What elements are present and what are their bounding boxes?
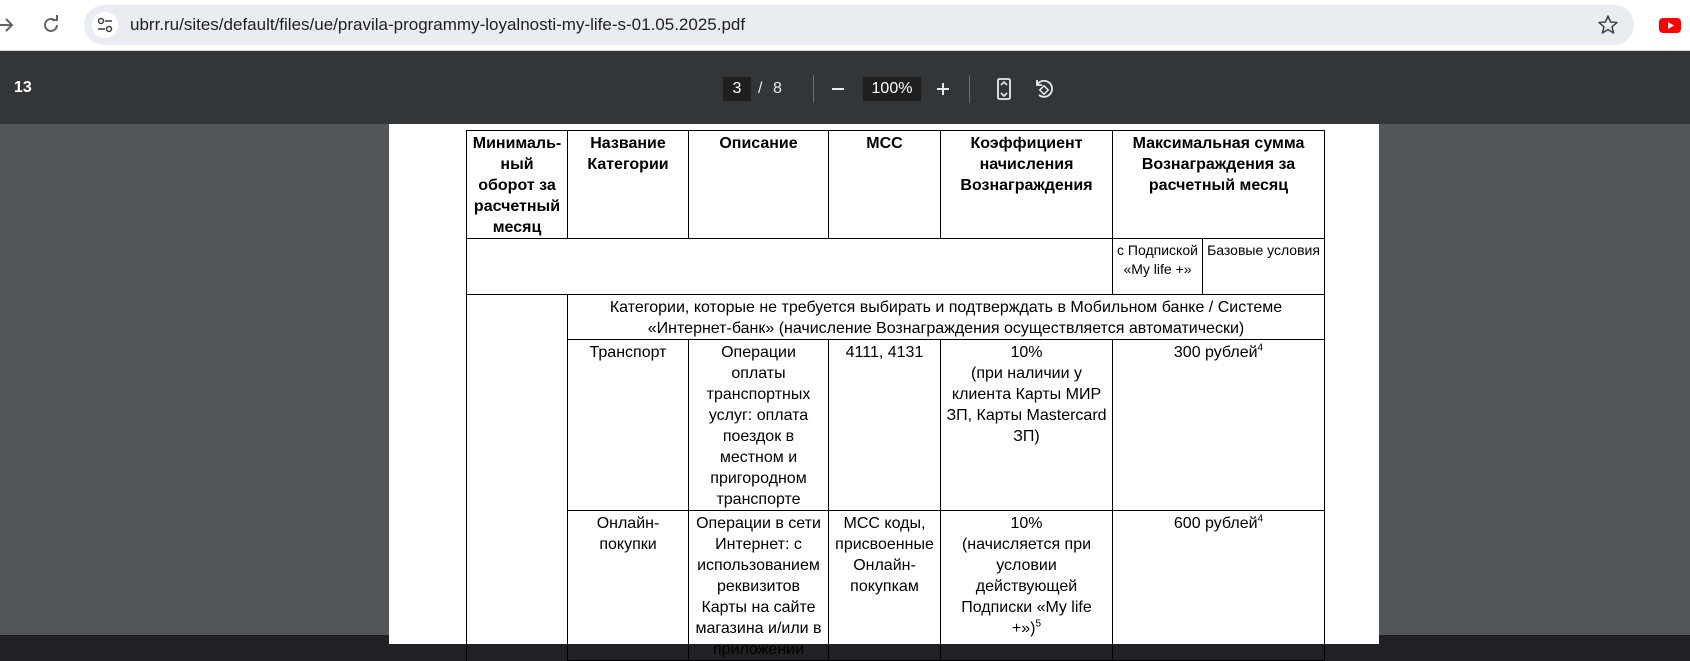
pdf-viewport[interactable] [0, 124, 1690, 658]
subheader-with-subscription: с Подпиской «My life +» [1113, 239, 1203, 295]
star-icon[interactable] [1596, 13, 1620, 42]
page-separator: / [758, 80, 763, 97]
row-0-max-reward-value: 300 рублей [1173, 344, 1258, 361]
header-min-turnover: Минималь-ный оборот за расчетный месяц [467, 131, 568, 239]
row-1-max-reward [1113, 511, 1325, 661]
address-bar[interactable] [84, 5, 1634, 45]
row-1-max-reward-value: 600 рублей [1173, 515, 1258, 532]
row-0-max-reward [1113, 340, 1325, 511]
min-turnover-cell [467, 295, 568, 661]
table-header-row [467, 131, 1325, 239]
site-settings-icon[interactable] [92, 12, 118, 38]
row-1-category: Онлайн-покупки [568, 511, 689, 661]
section-title: Категории, которые не требуется выбирать и подтверждать в Мобильном банке / Системе «Интернет-банк» (начисление Вознаграждения осуществляется автоматически) [568, 295, 1325, 340]
row-0-coefficient [941, 340, 1113, 511]
row-1-coefficient-note: (начисляется при условии действующей Подписки «My life +») [961, 536, 1092, 637]
header-coefficient: Коэффициент начисления Вознаграждения [941, 131, 1113, 239]
browser-toolbar [0, 0, 1690, 51]
zoom-level-input[interactable]: 100% [863, 77, 921, 101]
row-1-max-reward-footnote: 4 [1257, 513, 1264, 525]
section-row [467, 295, 1325, 340]
forward-icon[interactable] [0, 12, 20, 38]
subheader-base-conditions: Базовые условия [1203, 239, 1325, 295]
url-text[interactable]: ubrr.ru/sites/default/files/ue/pravila-programmy-loyalnosti-my-life-s-01.05.2025.pdf [130, 15, 746, 34]
pdf-page [389, 124, 1379, 658]
toolbar-divider [969, 75, 970, 103]
header-category-name: Название Категории [568, 131, 689, 239]
row-1-coefficient-value: 10% [1010, 515, 1043, 532]
loyalty-rules-table [466, 130, 1325, 661]
reload-icon[interactable] [38, 12, 64, 38]
table-row [467, 511, 1325, 661]
fit-page-icon[interactable] [991, 76, 1017, 102]
table-row [467, 340, 1325, 511]
zoom-out-icon[interactable] [825, 76, 851, 102]
header-mcc: МСС [829, 131, 941, 239]
header-description: Описание [689, 131, 829, 239]
row-0-mcc: 4111, 4131 [829, 340, 941, 511]
pdf-toolbar [0, 51, 1690, 124]
toolbar-divider [813, 75, 814, 103]
zoom-in-icon[interactable] [930, 76, 956, 102]
document-title: 13 [14, 79, 32, 96]
row-1-coefficient [941, 511, 1113, 661]
subheader-empty-cell [467, 239, 1113, 295]
header-max-reward: Максимальная сумма Вознаграждения за расчетный месяц [1113, 131, 1325, 239]
youtube-extension-icon[interactable] [1658, 13, 1682, 42]
row-0-category: Транспорт [568, 340, 689, 511]
row-0-description: Операции оплаты транспортных услуг: оплата поездок в местном и пригородном транспорте [689, 340, 829, 511]
row-1-description: Операции в сети Интернет: с использованием реквизитов Карты на сайте магазина и/или в приложении [689, 511, 829, 661]
row-1-mcc: МСС коды, присвоенные Онлайн-покупкам [829, 511, 941, 661]
row-1-coefficient-footnote: 5 [1035, 618, 1042, 630]
page-number-input[interactable]: 3 [723, 77, 751, 101]
rotate-icon[interactable] [1031, 76, 1057, 102]
table-subheader-row [467, 239, 1325, 295]
page-count: 8 [773, 80, 782, 97]
row-0-coefficient-note: (при наличии у клиента Карты МИР ЗП, Карты Mastercard ЗП) [946, 365, 1107, 445]
row-0-max-reward-footnote: 4 [1257, 342, 1264, 354]
row-0-coefficient-value: 10% [1010, 344, 1043, 361]
